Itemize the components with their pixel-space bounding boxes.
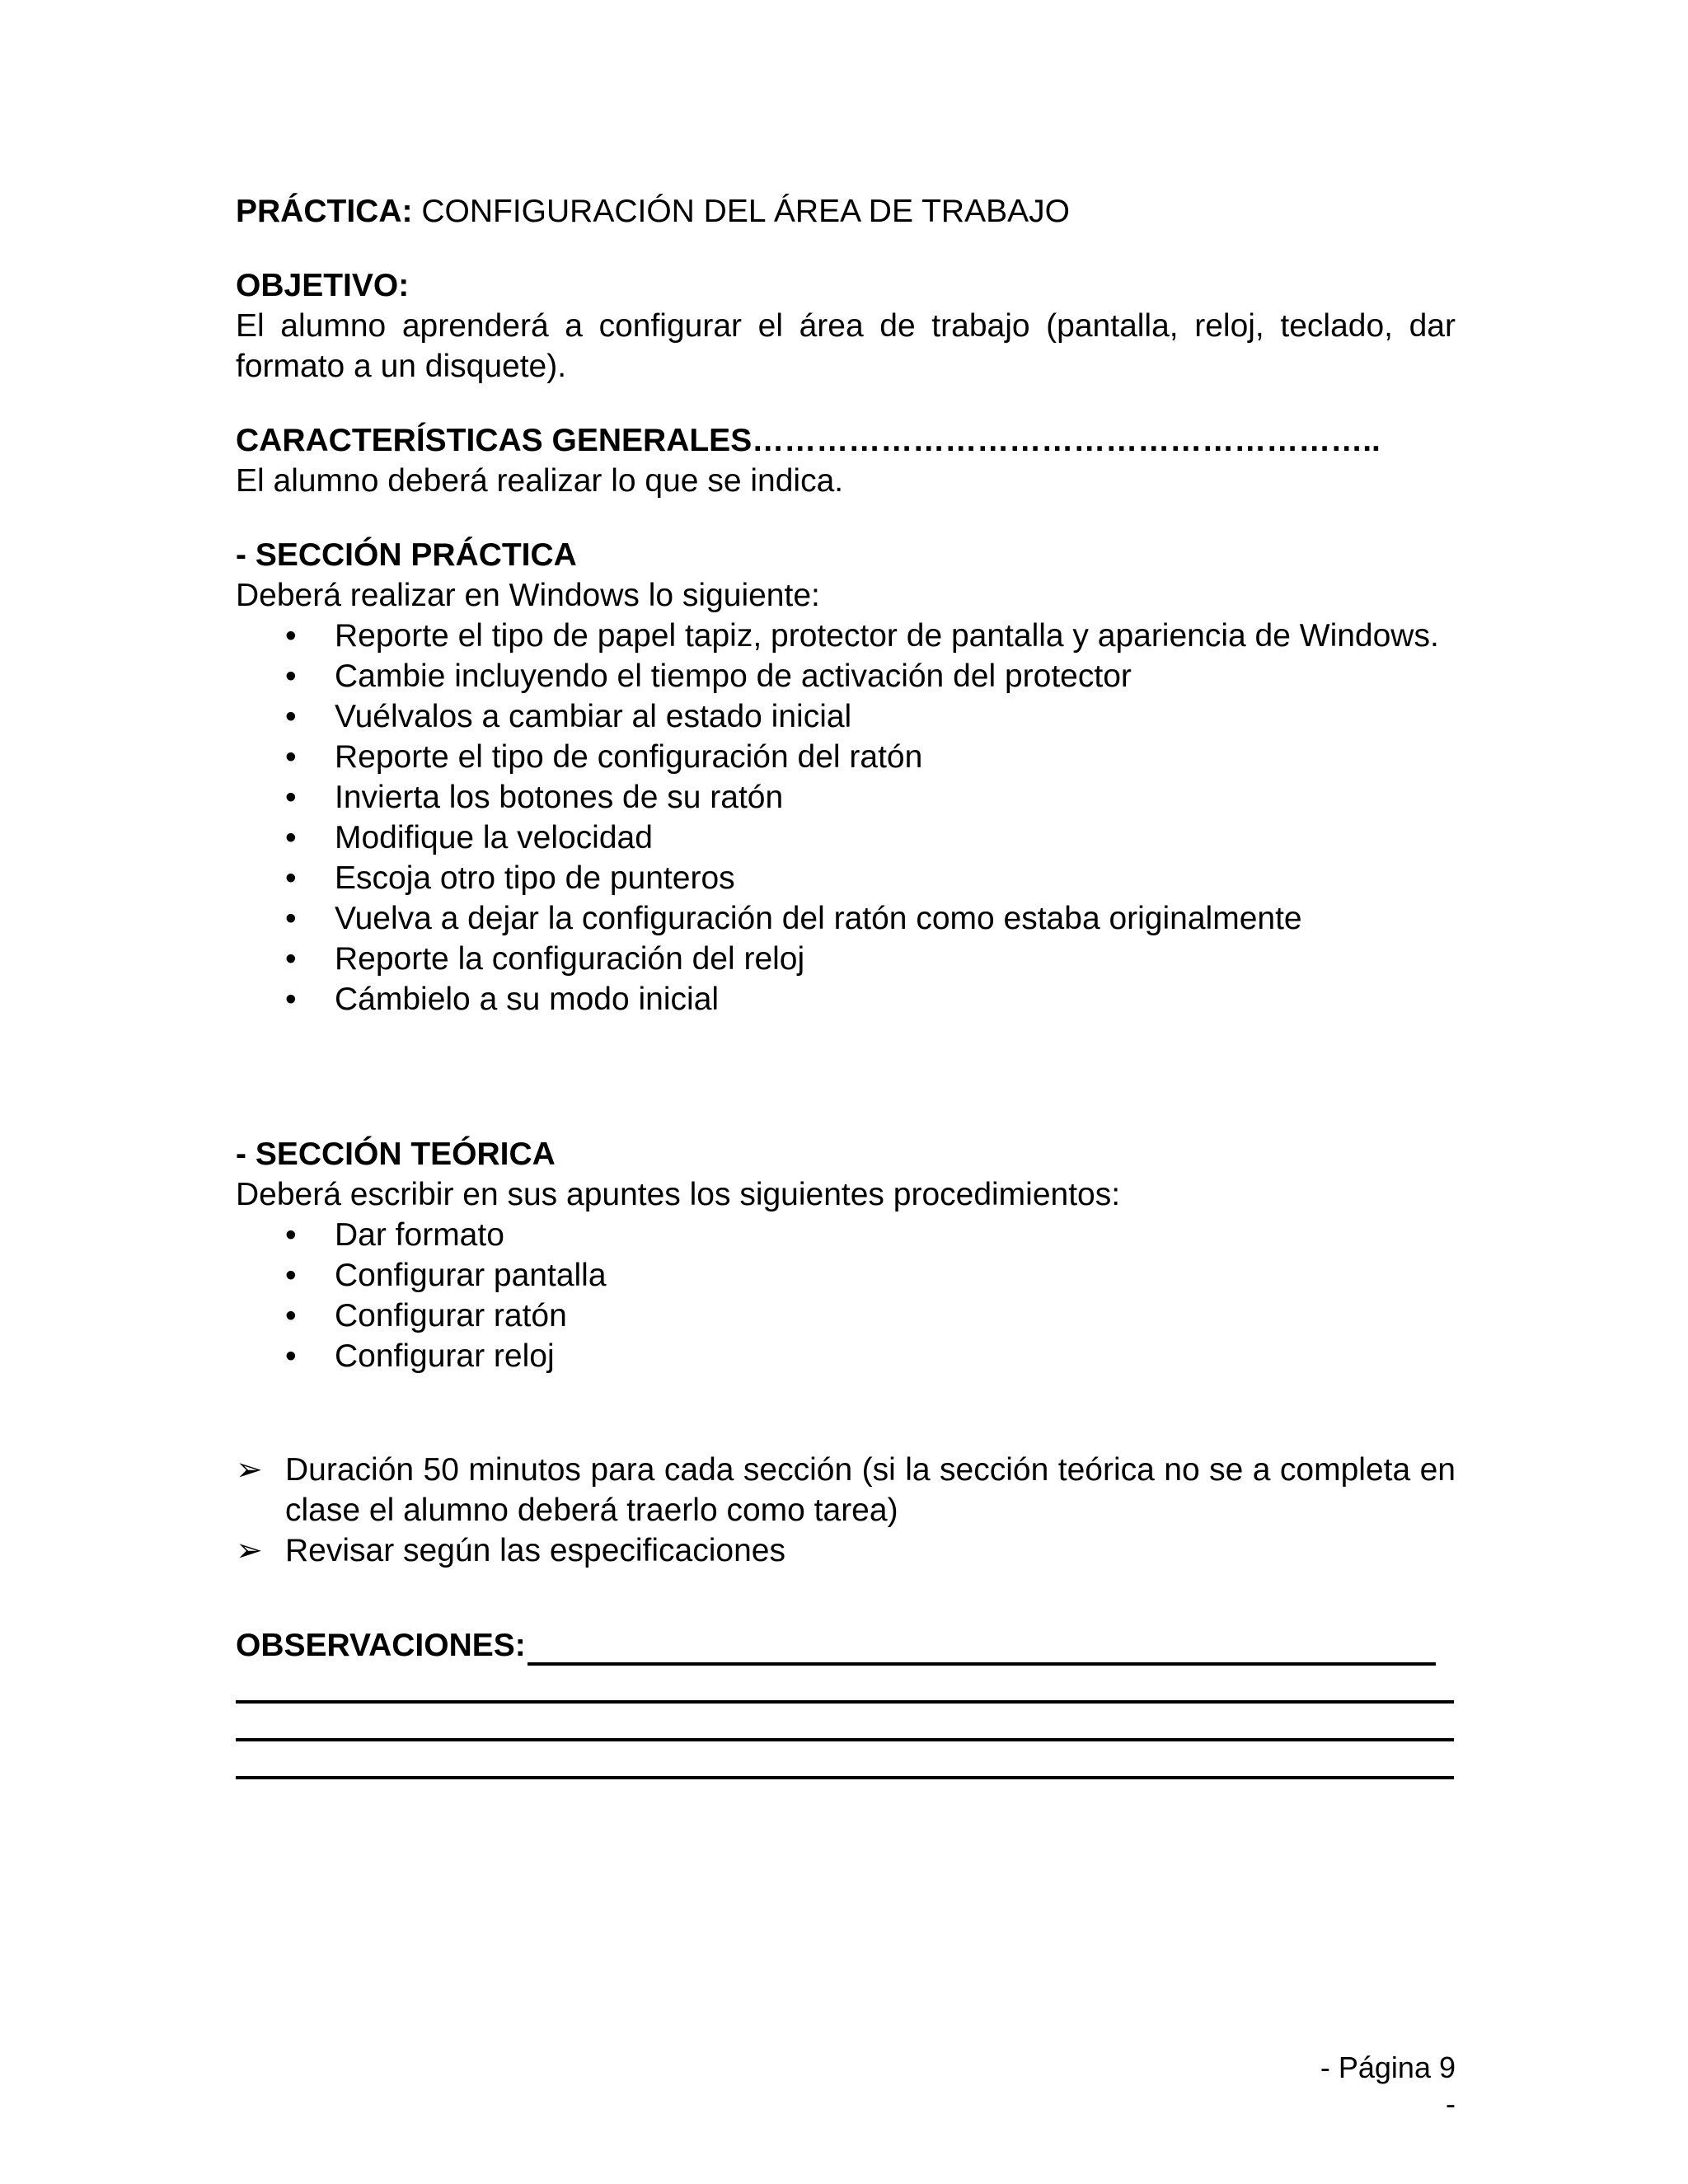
list-item: • Vuélvalos a cambiar al estado inicial (236, 696, 1456, 737)
seccion-practica-list (236, 616, 1456, 1019)
list-item: • Reporte la configuración del reloj (236, 939, 1456, 979)
list-item: • Configurar reloj (236, 1336, 1456, 1376)
notas-list (236, 1450, 1456, 1571)
list-item: ➢ Revisar según las especificaciones (236, 1530, 1456, 1571)
observaciones-write-line (236, 1741, 1454, 1779)
list-item: • Reporte el tipo de configuración del ratón (236, 737, 1456, 777)
list-item: • Configurar pantalla (236, 1255, 1456, 1296)
document-body (236, 191, 1456, 1779)
bullet-icon: • (285, 941, 297, 977)
objetivo-label: OBJETIVO: (236, 268, 410, 303)
objetivo-text: El alumno aprenderá a configurar el área de trabajo (pantalla, reloj, teclado, dar formato a un disquete). (236, 308, 1456, 384)
observaciones-label: OBSERVACIONES: (236, 1628, 526, 1663)
list-item: • Modifique la velocidad (236, 818, 1456, 858)
list-item: • Invierta los botones de su ratón (236, 777, 1456, 818)
practica-label: PRÁCTICA: (236, 194, 413, 229)
bullet-icon: • (285, 1298, 297, 1333)
bullet-icon: • (285, 860, 297, 896)
seccion-practica-intro: Deberá realizar en Windows lo siguiente: (236, 578, 820, 613)
list-item: • Vuelva a dejar la configuración del ratón como estaba originalmente (236, 898, 1456, 939)
bullet-icon: • (285, 1217, 297, 1253)
bullet-icon: • (285, 982, 297, 1017)
list-item: • Cambie incluyendo el tiempo de activación del protector (236, 656, 1456, 696)
caracteristicas-text: El alumno deberá realizar lo que se indica. (236, 463, 844, 499)
bullet-icon: • (285, 1338, 297, 1374)
bullet-icon: • (285, 739, 297, 775)
list-item: • Cámbielo a su modo inicial (236, 979, 1456, 1019)
list-item: • Configurar ratón (236, 1296, 1456, 1336)
seccion-teorica-list (236, 1215, 1456, 1376)
list-item: • Escoja otro tipo de punteros (236, 858, 1456, 898)
observaciones-write-line (528, 1634, 1436, 1666)
list-item: • Reporte el tipo de papel tapiz, protector de pantalla y apariencia de Windows. (236, 616, 1456, 656)
bullet-icon: • (285, 780, 297, 815)
bullet-icon: • (285, 618, 297, 654)
observaciones-write-line (236, 1666, 1454, 1704)
seccion-teorica-title: - SECCIÓN TEÓRICA (236, 1137, 556, 1172)
seccion-practica-title: - SECCIÓN PRÁCTICA (236, 537, 577, 573)
page-number: - Página 9 - (1320, 2050, 1456, 2121)
list-item: • Dar formato (236, 1215, 1456, 1255)
seccion-teorica-intro: Deberá escribir en sus apuntes los siguientes procedimientos: (236, 1177, 1121, 1212)
bullet-icon: • (285, 820, 297, 855)
bullet-icon: • (285, 901, 297, 936)
bullet-icon: • (285, 699, 297, 734)
caracteristicas-label: CARACTERÍSTICAS GENERALES………………………………………………….. (236, 423, 1381, 458)
practica-title: CONFIGURACIÓN DEL ÁREA DE TRABAJO (421, 194, 1070, 229)
bullet-icon: • (285, 1258, 297, 1293)
practica-heading (236, 191, 1456, 232)
arrow-bullet-icon: ➢ (236, 1452, 263, 1488)
list-item: ➢ Duración 50 minutos para cada sección (si la sección teórica no se a completa en clase el alumno deberá traerlo como tarea) (236, 1450, 1456, 1530)
observaciones-write-line (236, 1704, 1454, 1741)
bullet-icon: • (285, 658, 297, 694)
arrow-bullet-icon: ➢ (236, 1533, 263, 1568)
observaciones-row (236, 1625, 1436, 1666)
